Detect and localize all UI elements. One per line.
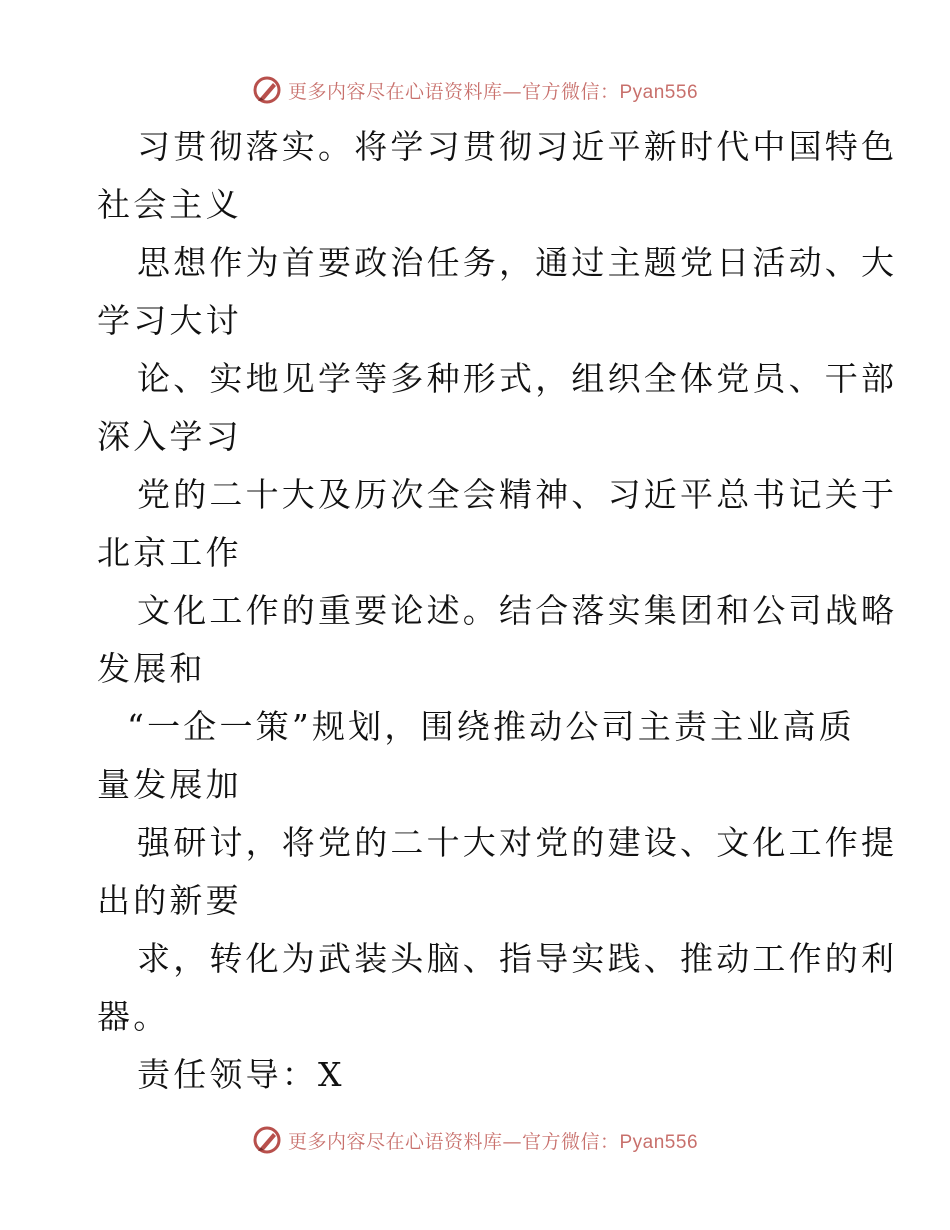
body-line: 出的新要	[97, 881, 242, 920]
watermark-label: 更多内容尽在心语资料库—官方微信：	[287, 80, 620, 103]
body-line: 器。	[97, 997, 170, 1036]
watermark-text	[288, 1127, 698, 1154]
body-line: 发展和	[97, 649, 206, 688]
pen-logo-icon	[252, 1125, 282, 1155]
watermark-wechat-id: Pyan556	[619, 81, 699, 103]
body-line: 论、实地见学等多种形式，组织全体党员、干部	[137, 359, 898, 398]
watermark-label: 更多内容尽在心语资料库—官方微信：	[287, 1130, 620, 1153]
body-line: 学习大讨	[97, 301, 242, 340]
body-line: 强研讨，将党的二十大对党的建设、文化工作提	[137, 823, 898, 862]
body-line: 量发展加	[97, 765, 242, 804]
body-line: 党的二十大及历次全会精神、习近平总书记关于	[137, 475, 898, 514]
watermark-wechat-id: Pyan556	[619, 1131, 699, 1153]
body-line: 求，转化为武装头脑、指导实践、推动工作的利	[137, 939, 898, 978]
body-line: 习贯彻落实。将学习贯彻习近平新时代中国特色	[137, 127, 898, 166]
body-line: 文化工作的重要论述。结合落实集团和公司战略	[137, 591, 898, 630]
document-body	[97, 118, 898, 1104]
body-line: 思想作为首要政治任务，通过主题党日活动、大	[137, 243, 898, 282]
responsible-leader-line: 责任领导：X	[137, 1055, 345, 1094]
pen-logo-icon	[252, 75, 282, 105]
body-line: 深入学习	[97, 417, 242, 456]
body-line: 社会主义	[97, 185, 242, 224]
header-watermark	[0, 70, 950, 110]
footer-watermark	[0, 1120, 950, 1160]
body-line: “一企一策”规划，围绕推动公司主责主业高质	[127, 707, 855, 746]
body-line: 北京工作	[97, 533, 242, 572]
watermark-text	[288, 77, 698, 104]
